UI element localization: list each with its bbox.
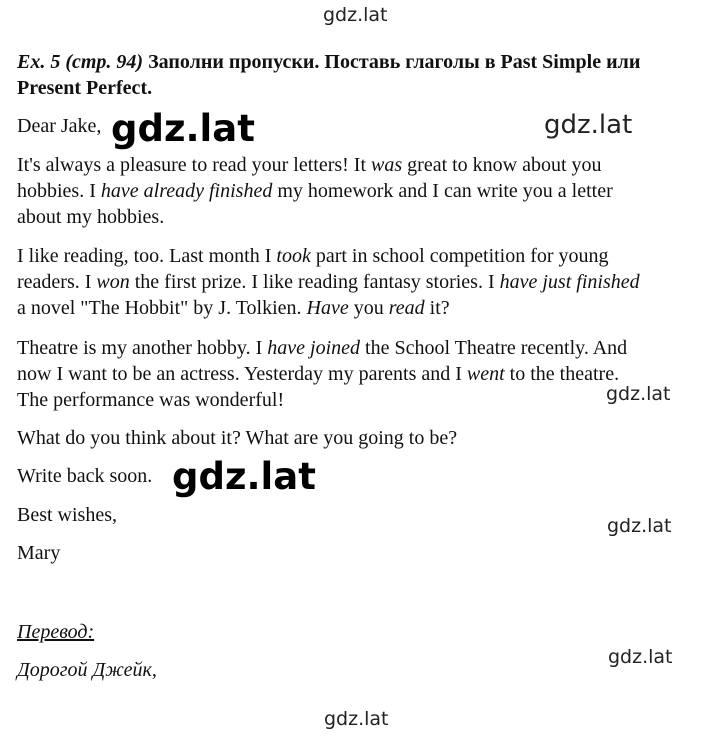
p3-line-2	[17, 364, 619, 384]
text: the School Theatre recently. And	[360, 337, 628, 359]
watermark-right-3: gdz.lat	[607, 515, 672, 537]
verb: took	[276, 245, 311, 267]
watermark-right-2: gdz.lat	[606, 383, 671, 405]
p1-line-1	[17, 155, 602, 175]
p2-line-1	[17, 246, 609, 266]
p6-line: Best wishes,	[17, 504, 117, 526]
verb: have just finished	[499, 271, 640, 293]
p2-line-3	[17, 298, 450, 318]
text: the first prize. I like reading fantasy stories. I	[129, 271, 500, 293]
translation-greeting: Дорогой Джейк,	[17, 659, 157, 681]
p1-line-2	[17, 181, 613, 201]
exercise-task-1: Заполни пропуски. Поставь глаголы в Past Simple или	[143, 51, 641, 73]
letter-greeting: Dear Jake,	[17, 115, 102, 137]
verb: have already finished	[100, 180, 273, 202]
p3-line-3: The performance was wonderful!	[17, 389, 285, 411]
translation-heading: Перевод:	[17, 621, 95, 643]
text: my homework and I can write you a letter	[272, 180, 613, 202]
exercise-title-line-2: Present Perfect.	[17, 77, 153, 99]
watermark-right-4: gdz.lat	[608, 646, 673, 668]
p1-line-3: about my hobbies.	[17, 206, 165, 228]
verb: have joined	[267, 337, 361, 359]
verb: went	[466, 363, 505, 385]
watermark-top: gdz.lat	[323, 4, 388, 26]
text: hobbies. I	[17, 180, 101, 202]
text: Theatre is my another hobby. I	[17, 337, 268, 359]
text: I like reading, too. Last month I	[17, 245, 277, 267]
text: readers. I	[17, 271, 97, 293]
verb: Have	[306, 297, 349, 319]
text: part in school competition for young	[310, 245, 609, 267]
text: it?	[424, 297, 450, 319]
watermark-large-1: gdz.lat	[111, 107, 255, 150]
watermark-large-2: gdz.lat	[172, 455, 316, 498]
exercise-number: Ex. 5 (стр. 94)	[17, 51, 144, 73]
watermark-right-1: gdz.lat	[544, 110, 633, 140]
signature: Mary	[17, 542, 61, 564]
text: you	[348, 297, 389, 319]
p2-line-2	[17, 272, 640, 292]
verb: won	[96, 271, 130, 293]
exercise-title-line-1	[17, 52, 640, 72]
text: a novel "The Hobbit" by J. Tolkien.	[17, 297, 307, 319]
verb: read	[388, 297, 425, 319]
p3-line-1	[17, 338, 627, 358]
watermark-bottom: gdz.lat	[324, 708, 389, 730]
text: It's always a pleasure to read your letters! It	[17, 154, 372, 176]
p4-line: What do you think about it? What are you going to be?	[17, 427, 458, 449]
verb: was	[371, 154, 403, 176]
text: great to know about you	[402, 154, 602, 176]
p5-line: Write back soon.	[17, 465, 153, 487]
text: now I want to be an actress. Yesterday my parents and I	[17, 363, 467, 385]
text: to the theatre.	[504, 363, 620, 385]
